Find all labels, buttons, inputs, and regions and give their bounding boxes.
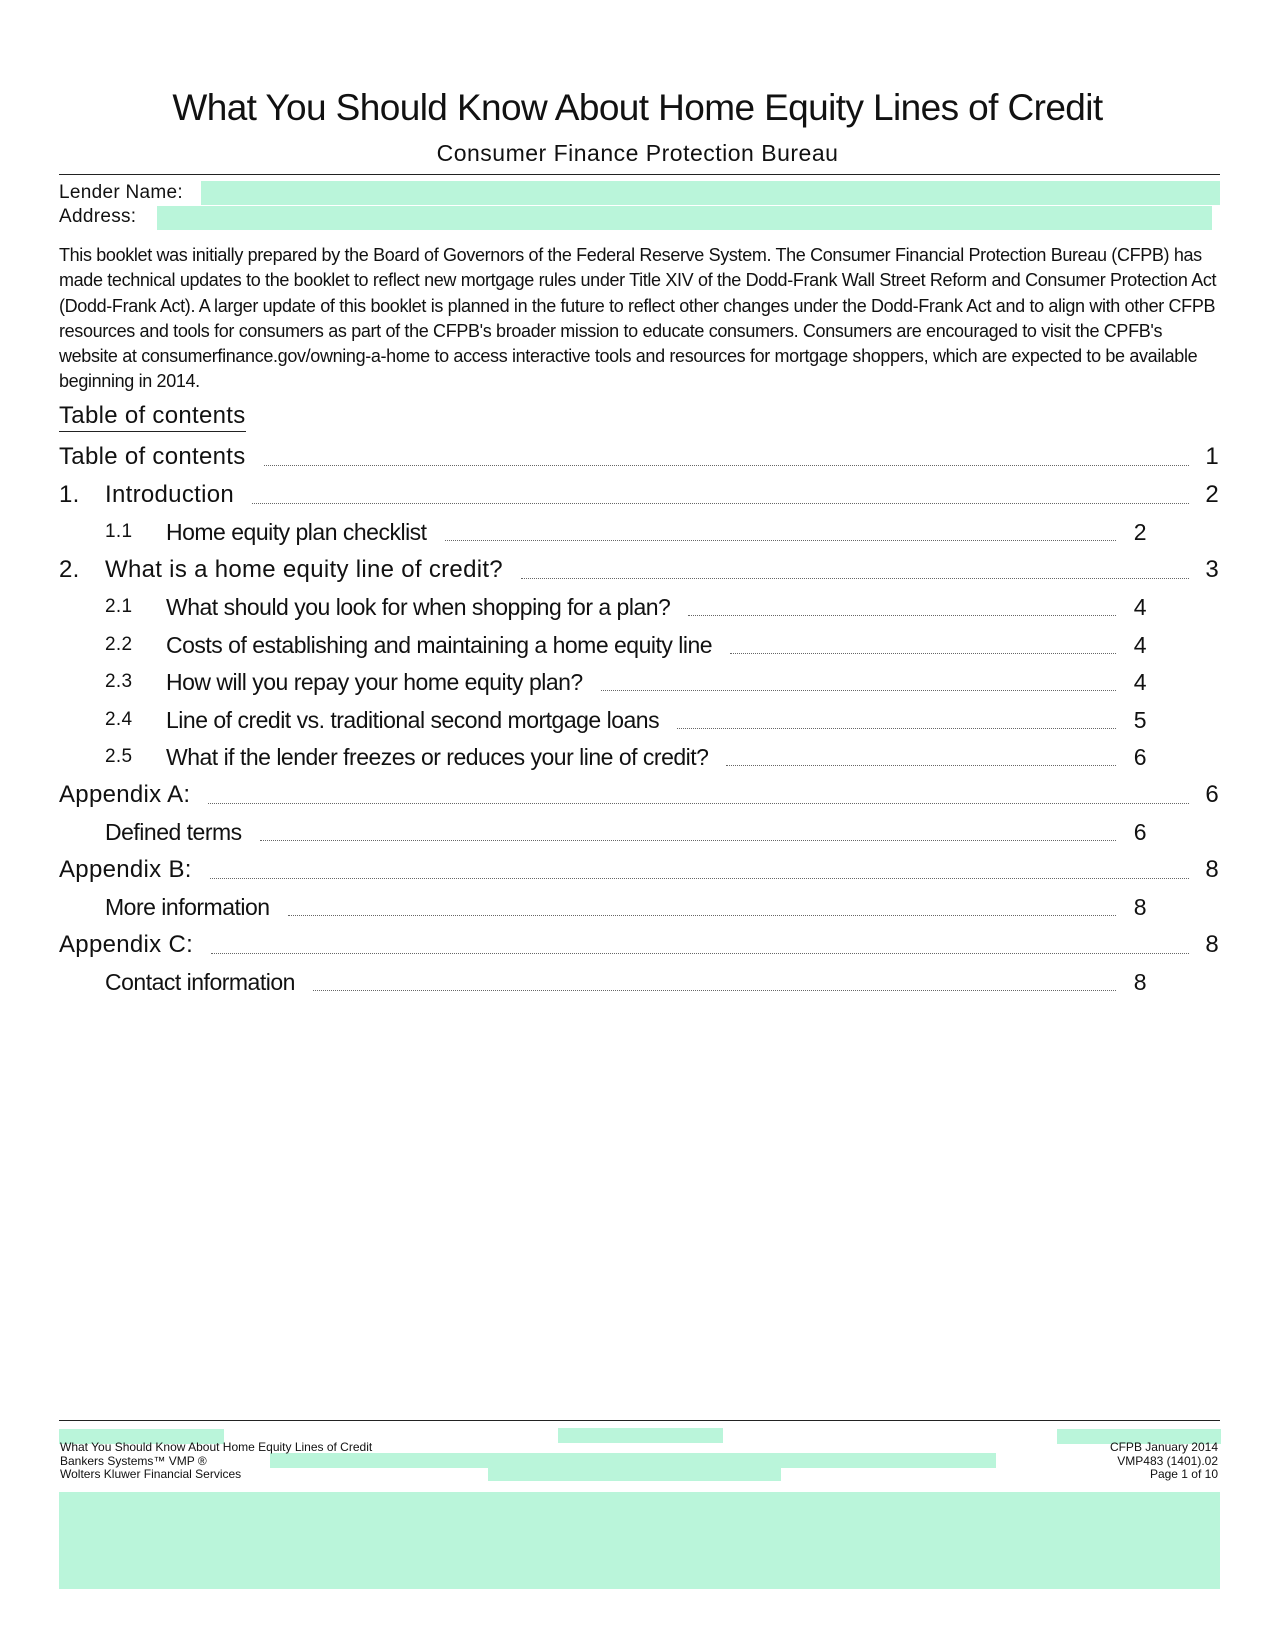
toc-entry-page: 6 <box>1133 744 1146 770</box>
toc-entry-number: 1. <box>59 481 80 508</box>
toc-leader <box>521 577 1189 579</box>
footer-field[interactable] <box>488 1466 781 1481</box>
toc-entry-page: 4 <box>1133 594 1146 620</box>
toc-entry-number: 2. <box>59 556 80 583</box>
toc-entry-label: More information <box>105 894 270 920</box>
toc-leader <box>726 764 1116 766</box>
footer-form-number: VMP483 (1401).02 <box>1117 1453 1218 1468</box>
toc-entry[interactable] <box>105 813 1146 847</box>
toc-entry-label: Costs of establishing and maintaining a home equity line <box>166 632 713 658</box>
address-label: Address: <box>59 206 137 227</box>
toc-leader <box>288 914 1116 916</box>
toc-entry-number: 2.4 <box>105 709 133 730</box>
toc-entry[interactable] <box>105 663 1146 697</box>
toc-entry[interactable] <box>59 551 1219 585</box>
toc-entry-label: Appendix B: <box>59 856 192 883</box>
toc-entry-page: 8 <box>1133 894 1146 920</box>
toc-entry[interactable] <box>105 738 1146 772</box>
toc-entry-label: Home equity plan checklist <box>166 519 427 545</box>
toc-entry-page: 8 <box>1205 931 1219 958</box>
toc-entry[interactable] <box>105 626 1146 660</box>
footer-field[interactable] <box>558 1428 723 1443</box>
toc-entry-label: Line of credit vs. traditional second mortgage loans <box>166 707 660 733</box>
toc-entry-page: 2 <box>1133 519 1146 545</box>
toc-entry-page: 4 <box>1133 669 1146 695</box>
toc-entry-page: 3 <box>1205 556 1219 583</box>
intro-paragraph: This booklet was initially prepared by the Board of Governors of the Federal Reserve System. The Consumer Financial Protection Bureau (CFPB) has made technical updates to the booklet to reflect new mortgage rules under Title XIV of the Dodd-Frank Wall Street Reform and Consumer Protection Act (Dodd-Frank Act). A larger update of this booklet is planned in the future to reflect other changes under the Dodd-Frank Act and to align with other CFPB resources and tools for consumers as part of the CFPB's broader mission to educate consumers. Consumers are encouraged to visit the CPFB's website at consumerfinance.gov/owning-a-home to access interactive tools and resources for mortgage shoppers, which are expected to be available beginning in 2014. <box>59 245 1217 392</box>
toc-entry[interactable] <box>105 888 1146 922</box>
toc-entry-page: 6 <box>1205 781 1219 808</box>
toc-leader <box>313 989 1116 991</box>
toc-entry[interactable] <box>105 963 1146 997</box>
toc-leader <box>210 877 1189 879</box>
toc-entry[interactable] <box>59 438 1219 472</box>
toc-leader <box>601 689 1116 691</box>
signature-area-field[interactable] <box>59 1492 1220 1589</box>
footer-page-number: Page 1 of 10 <box>1149 1467 1218 1481</box>
toc-entry[interactable] <box>105 513 1146 547</box>
toc-heading: Table of contents <box>59 402 246 432</box>
toc-leader <box>252 502 1189 504</box>
toc-entry-label: What is a home equity line of credit? <box>105 556 503 583</box>
toc-entry-page: 8 <box>1205 856 1219 883</box>
toc-entry[interactable] <box>59 851 1219 885</box>
toc-leader <box>445 539 1116 541</box>
toc-entry-number: 2.3 <box>105 671 133 692</box>
toc-leader <box>208 802 1189 804</box>
toc-leader <box>688 614 1116 616</box>
toc-entry-number: 2.2 <box>105 634 133 655</box>
toc-entry-label: How will you repay your home equity plan? <box>166 669 583 695</box>
toc-entry-page: 1 <box>1205 443 1219 470</box>
toc-entry-number: 2.1 <box>105 596 133 617</box>
toc-entry-number: 2.5 <box>105 746 133 767</box>
toc-entry-label: Defined terms <box>105 819 242 845</box>
toc-leader <box>260 839 1116 841</box>
toc-entry-page: 6 <box>1133 819 1146 845</box>
toc-entry-label: What should you look for when shopping for a plan? <box>166 594 671 620</box>
footer-right <box>1110 1441 1218 1482</box>
toc-entry-label: Introduction <box>105 481 235 508</box>
toc-leader <box>264 464 1189 466</box>
toc-leader <box>677 727 1116 729</box>
toc-entry[interactable] <box>59 476 1219 510</box>
toc-entry-label: Contact information <box>105 969 295 995</box>
toc-entry-label: Appendix A: <box>59 781 191 808</box>
lender-name-label: Lender Name: <box>59 182 184 203</box>
toc-entry-number: 1.1 <box>105 521 133 542</box>
document-title: What You Should Know About Home Equity Lines of Credit <box>172 87 1103 128</box>
header-divider <box>59 174 1220 175</box>
toc-entry-label: Table of contents <box>59 443 246 470</box>
address-field[interactable] <box>157 206 1212 230</box>
toc-leader <box>730 652 1116 654</box>
toc-entry-page: 2 <box>1205 481 1219 508</box>
toc-entry-label: What if the lender freezes or reduces your line of credit? <box>166 744 709 770</box>
toc-entry-page: 4 <box>1133 632 1146 658</box>
footer-edition: CFPB January 2014 <box>1109 1440 1218 1454</box>
toc-leader <box>211 952 1189 954</box>
footer-divider <box>59 1420 1220 1421</box>
toc-entry[interactable] <box>59 776 1219 810</box>
footer-left <box>60 1441 372 1482</box>
toc-entry[interactable] <box>105 588 1146 622</box>
toc-entry-label: Appendix C: <box>59 931 194 958</box>
document-subtitle: Consumer Finance Protection Bureau <box>436 140 839 166</box>
footer-vendor: Bankers Systems™ VMP ® <box>60 1453 207 1468</box>
toc-entry-page: 5 <box>1133 707 1146 733</box>
toc-entry[interactable] <box>59 926 1219 960</box>
lender-name-field[interactable] <box>201 181 1220 205</box>
footer-document-title: What You Should Know About Home Equity Lines of Credit <box>60 1440 373 1454</box>
footer-company: Wolters Kluwer Financial Services <box>60 1467 242 1481</box>
toc-entry[interactable] <box>105 701 1146 735</box>
toc-entry-page: 8 <box>1133 969 1146 995</box>
